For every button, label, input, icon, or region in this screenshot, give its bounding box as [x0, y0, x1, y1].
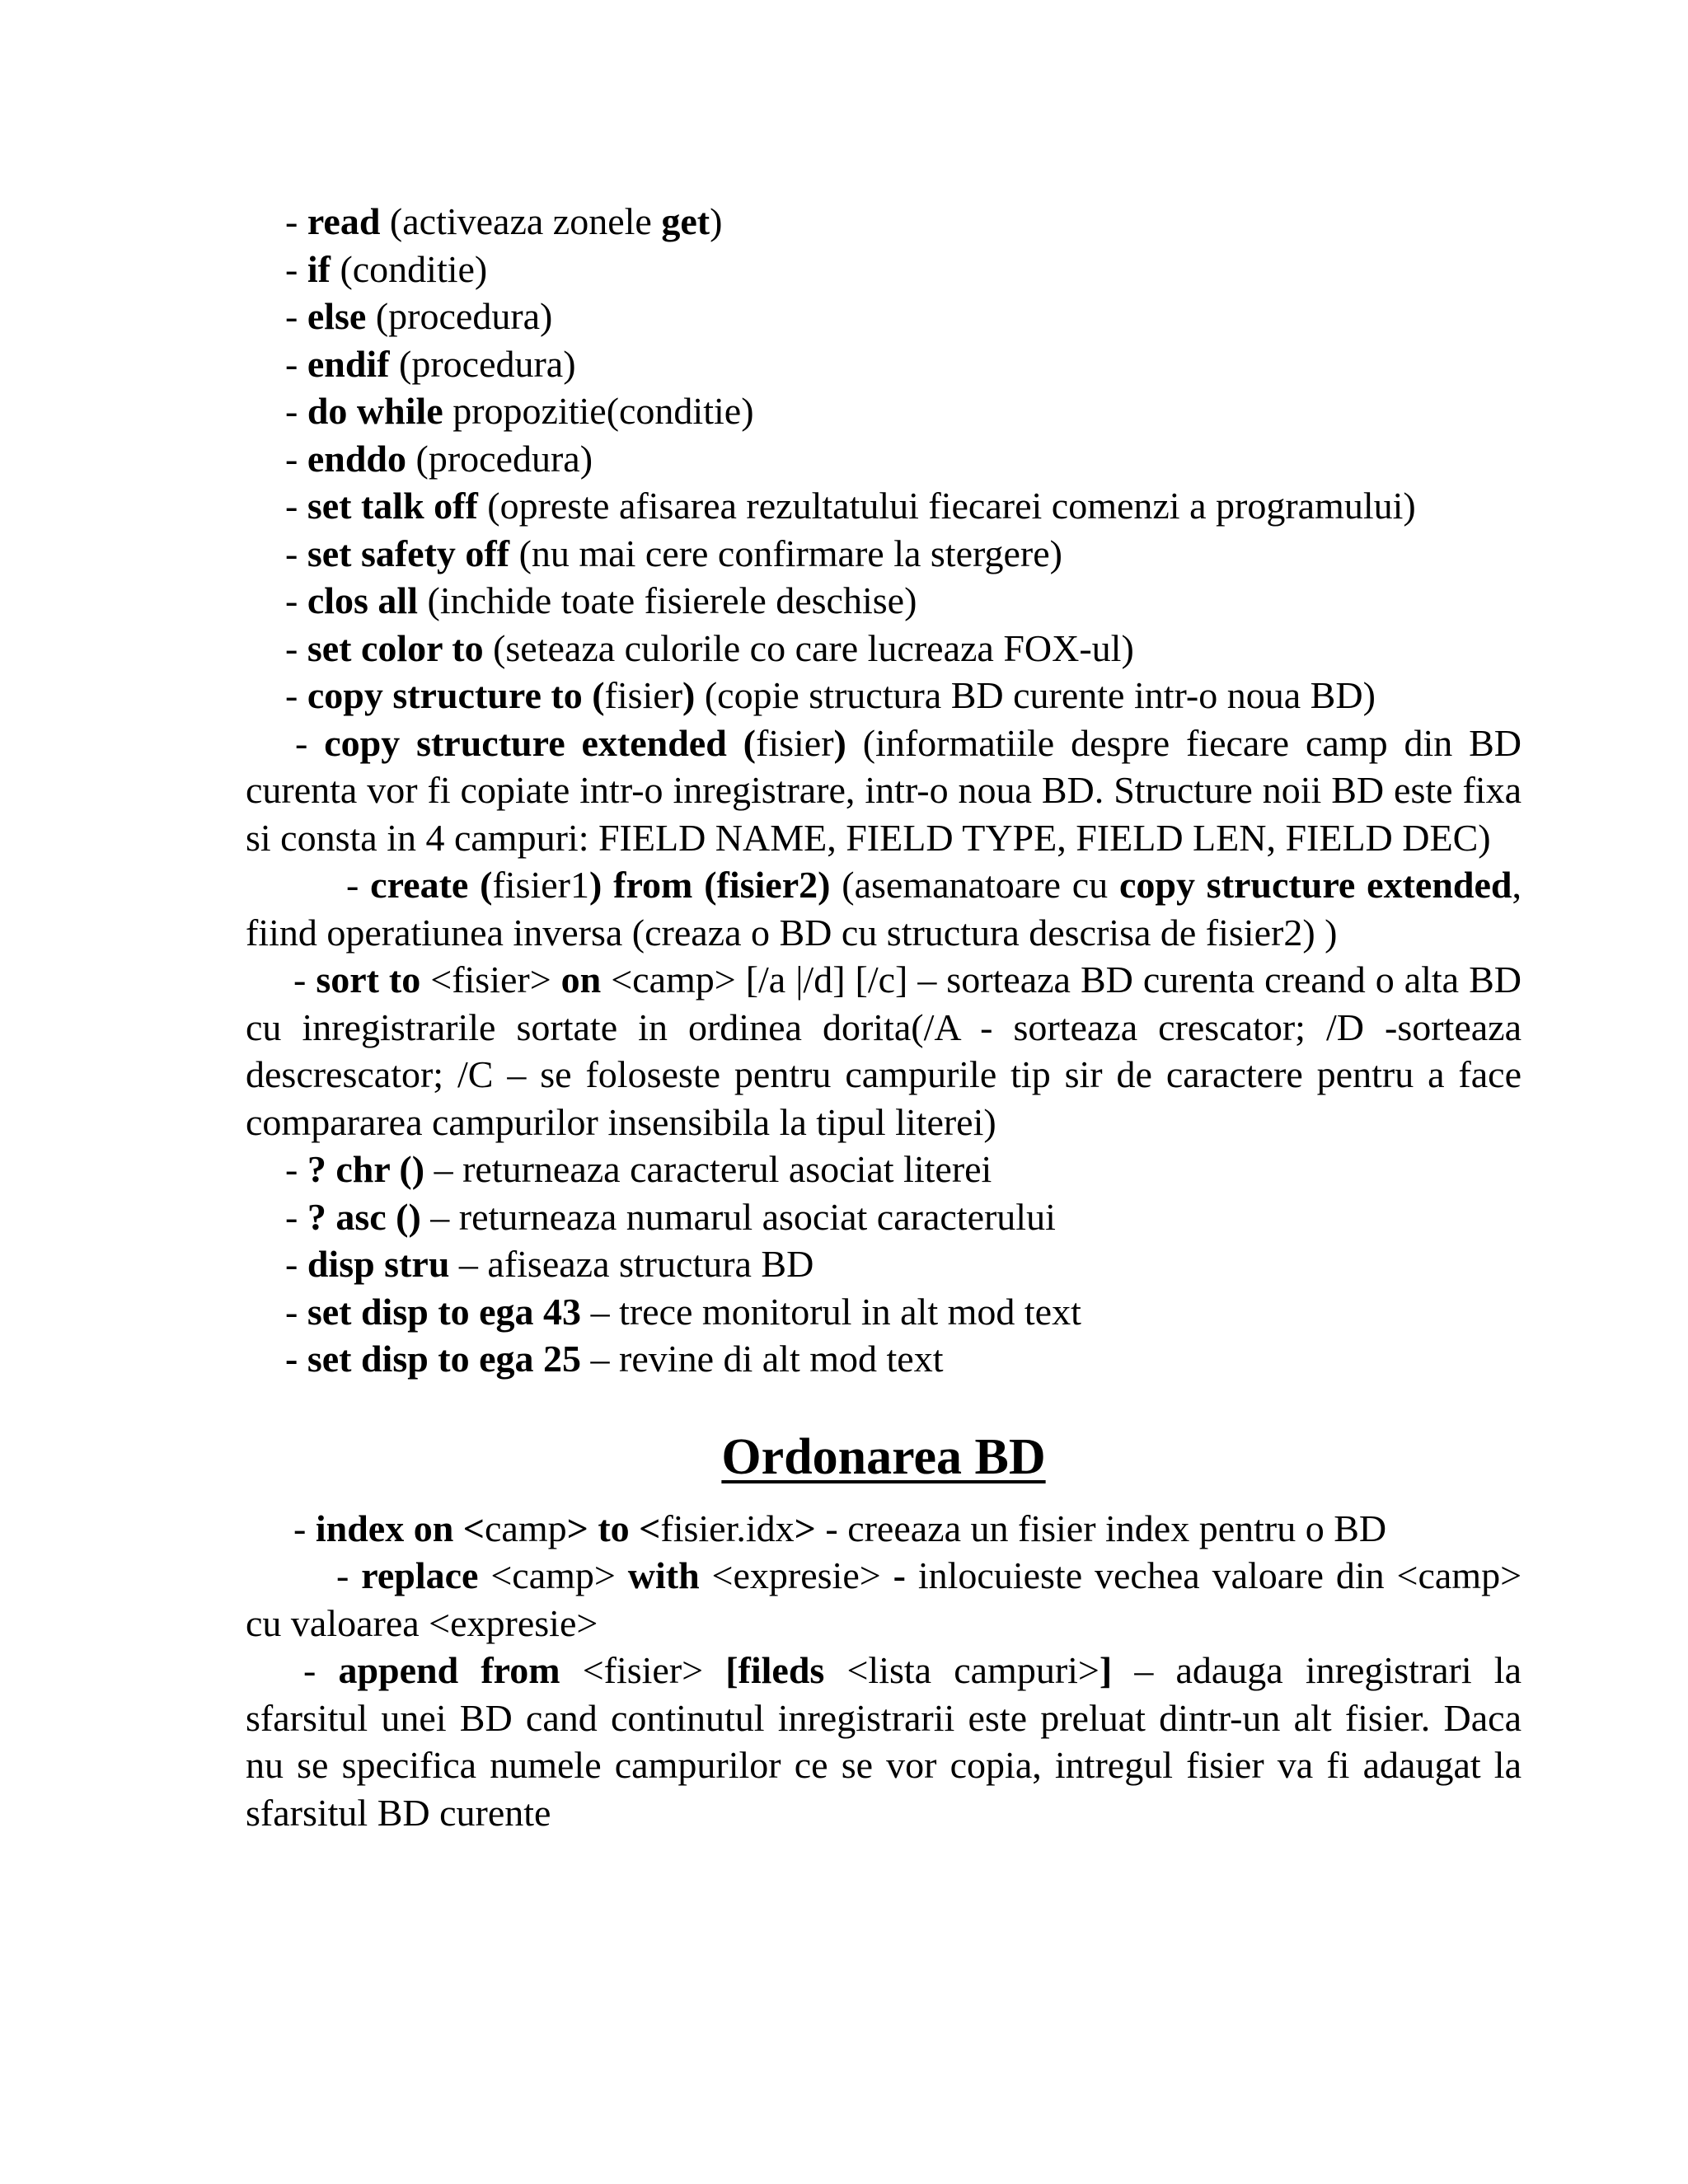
text-run: [fileds: [725, 1649, 825, 1691]
text-run: <: [462, 1507, 485, 1549]
text-run: get: [661, 200, 710, 242]
text-run: -: [303, 1649, 339, 1691]
text-run: set safety off: [307, 532, 510, 574]
command-read: [246, 198, 1522, 246]
text-run: – trece monitorul in alt mod text: [581, 1290, 1081, 1333]
text-run: camp: [485, 1507, 567, 1549]
text-run: fisier1: [492, 864, 589, 906]
text-run: -: [295, 721, 325, 764]
text-run: enddo: [307, 437, 406, 480]
command-copy-structure-to: [246, 672, 1522, 719]
command-sort-to: [246, 956, 1522, 1146]
text-run: do while: [307, 390, 443, 432]
command-enddo: [246, 435, 1522, 483]
text-run: -: [293, 958, 316, 1001]
command-set-safety-off: [246, 530, 1522, 578]
text-run: <fisier>: [420, 958, 561, 1001]
text-run: if: [307, 247, 331, 290]
text-run: <lista campuri>: [824, 1649, 1100, 1691]
text-run: copy structure to (: [307, 674, 605, 716]
text-run: -: [285, 390, 307, 432]
text-run: -: [285, 674, 307, 716]
text-run: clos all: [307, 579, 418, 621]
text-run: -: [285, 1290, 307, 1333]
text-run: (copie structura BD curente intr-o noua BD): [695, 674, 1376, 716]
text-run: inlocuieste vechea valoare din <camp> cu valoarea <expresie>: [246, 1554, 1522, 1644]
command-set-disp-ega-43: [246, 1288, 1522, 1336]
text-run: -: [336, 1554, 362, 1596]
text-run: on: [560, 958, 602, 1001]
text-run: <expresie>: [699, 1554, 893, 1596]
command-if: [246, 246, 1522, 293]
text-run: – returneaza numarul asociat caracterului: [420, 1195, 1056, 1238]
text-run: <: [639, 1507, 661, 1549]
command-clos-all: [246, 577, 1522, 625]
text-run: – afiseaza structura BD: [449, 1243, 814, 1285]
text-run: sort to: [316, 958, 421, 1001]
text-run: -: [893, 1554, 906, 1596]
command-do-while: [246, 387, 1522, 435]
text-run: set disp to ega 43: [307, 1290, 582, 1333]
text-run: , fiind operatiunea inversa (creaza o BD cu structura descrisa de fisier2) ): [246, 864, 1522, 954]
text-run: (asemanatoare cu: [830, 864, 1119, 906]
text-run: fisier.idx: [660, 1507, 795, 1549]
text-run: – adauga inregistrari la sfarsitul unei BD cand continutul inregistrarii este preluat dintr-un alt fisier. Daca nu se specifica numele campurilor ce se vor copia, intregul fisier va fi adaugat la sfarsitul BD curente: [246, 1649, 1522, 1834]
text-run: <camp> [/a |/d] [/c] – sorteaza BD curenta creand o alta BD cu inregistrarile sortate in ordinea dorita(/A - sorteaza crescator; /D -sorteaza descrescator; /C – se foloseste pentru campurile tip sir de caractere pentru a face compararea campurilor insensibila la tipul literei): [246, 958, 1522, 1143]
text-run: ? chr (): [307, 1148, 425, 1190]
command-index-on: [246, 1505, 1522, 1553]
text-run: disp stru: [307, 1243, 450, 1285]
text-run: set color to: [307, 626, 484, 669]
text-run: fisier: [756, 721, 834, 764]
text-run: (activeaza zonele: [380, 200, 662, 242]
command-replace-with: [246, 1552, 1522, 1647]
text-run: ]: [1099, 1649, 1113, 1691]
text-run: -: [285, 532, 307, 574]
text-run: fisier: [604, 674, 683, 716]
command-set-disp-ega-25: [246, 1335, 1522, 1383]
text-run: -: [285, 626, 307, 669]
text-run: - set disp to ega 25: [285, 1338, 582, 1380]
command-else: [246, 293, 1522, 340]
text-run: -: [285, 295, 307, 337]
text-run: append from: [338, 1649, 560, 1691]
text-run: create (: [370, 864, 493, 906]
command-create-from: [246, 861, 1522, 956]
text-run: (procedura): [406, 437, 593, 480]
text-run: ? asc (): [307, 1195, 421, 1238]
text-run: <fisier>: [560, 1649, 726, 1691]
text-run: -: [285, 437, 307, 480]
document-page: [246, 198, 1522, 1836]
text-run: ): [682, 674, 696, 716]
text-run: -: [285, 247, 307, 290]
text-run: copy structure extended: [1118, 864, 1512, 906]
section-heading: Ordonarea BD: [721, 1428, 1046, 1485]
text-run: (nu mai cere confirmare la stergere): [509, 532, 1062, 574]
text-run: endif: [307, 342, 390, 385]
text-run: (inchide toate fisierele deschise): [418, 579, 917, 621]
text-run: to: [598, 1507, 630, 1549]
text-run: (informatiile despre fiecare camp din BD curenta vor fi copiate intr-o inregistrare, intr-o noua BD. Structure noii BD este fixa si consta in 4 campuri: FIELD NAME, FIELD TYPE, FIELD LEN, FIELD DEC): [246, 721, 1522, 859]
command-endif: [246, 340, 1522, 388]
text-run: (opreste afisarea rezultatului fiecarei comenzi a programului): [477, 485, 1416, 527]
commands-list: [246, 198, 1522, 1383]
command-set-color-to: [246, 625, 1522, 673]
text-run: [630, 1507, 640, 1549]
text-run: copy structure extended (: [324, 721, 757, 764]
text-run: else: [307, 295, 367, 337]
text-run: ): [833, 721, 846, 764]
text-run: – revine di alt mod text: [581, 1338, 944, 1380]
text-run: replace: [361, 1554, 479, 1596]
index-commands-list: [246, 1505, 1522, 1837]
command-copy-structure-extended: [246, 719, 1522, 862]
text-run: -: [285, 200, 307, 242]
text-run: -: [285, 342, 307, 385]
text-run: - creeaza un fisier index pentru o BD: [815, 1507, 1387, 1549]
text-run: ) from (fisier2): [588, 864, 831, 906]
text-run: propozitie(conditie): [443, 390, 754, 432]
text-run: index on: [315, 1507, 454, 1549]
text-run: (seteaza culorile co care lucreaza FOX-ul): [483, 626, 1134, 669]
text-run: (procedura): [366, 295, 553, 337]
text-run: [588, 1507, 598, 1549]
text-run: set talk off: [307, 485, 478, 527]
text-run: <camp>: [478, 1554, 628, 1596]
text-run: with: [627, 1554, 700, 1596]
text-run: read: [307, 200, 381, 242]
text-run: >: [794, 1507, 816, 1549]
text-run: ): [710, 200, 723, 242]
text-run: (procedura): [389, 342, 576, 385]
text-run: [453, 1507, 463, 1549]
text-run: -: [293, 1507, 316, 1549]
text-run: (conditie): [330, 247, 488, 290]
text-run: -: [285, 579, 307, 621]
command-chr: [246, 1146, 1522, 1193]
text-run: -: [285, 1243, 307, 1285]
text-run: – returneaza caracterul asociat literei: [424, 1148, 992, 1190]
command-asc: [246, 1193, 1522, 1241]
command-disp-stru: [246, 1240, 1522, 1288]
text-run: -: [346, 864, 371, 906]
text-run: -: [285, 1148, 307, 1190]
text-run: -: [285, 1195, 307, 1238]
text-run: -: [285, 485, 307, 527]
command-set-talk-off: [246, 482, 1522, 530]
text-run: >: [566, 1507, 588, 1549]
command-append-from: [246, 1647, 1522, 1836]
